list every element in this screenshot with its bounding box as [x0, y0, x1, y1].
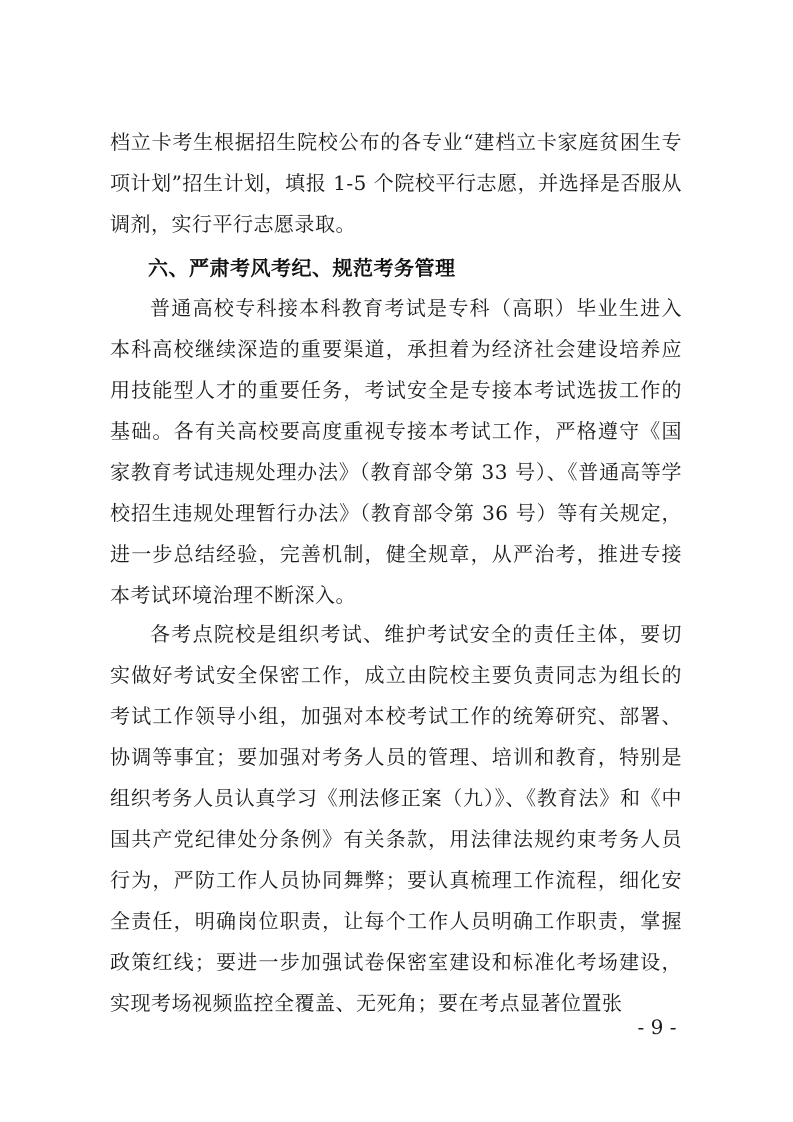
- body-paragraph-1: 档立卡考生根据招生院校公布的各专业“建档立卡家庭贫困生专项计划”招生计划，填报 1-5 个院校平行志愿，并选择是否服从调剂，实行平行志愿录取。: [110, 130, 682, 236]
- section-heading: 六、严肃考风考纪、规范考务管理: [148, 256, 456, 280]
- page-number: - 9 -: [637, 1015, 677, 1039]
- body-paragraph-3: 各考点院校是组织考试、维护考试安全的责任主体，要切实做好考试安全保密工作，成立由院校主要负责同志为组长的考试工作领导小组，加强对本校考试工作的统筹研究、部署、协调等事宜；要加强对考务人员的管理、培训和教育，特别是组织考务人员认真学习《刑法修正案（九）》、《教育法》和《中国共产党纪律处分条例》有关条款，用法律法规约束考务人员行为，严防工作人员协同舞弊；要认真梳理工作流程，细化安全责任，明确岗位职责，让每个工作人员明确工作职责，掌握政策红线；要进一步加强试卷保密室建设和标准化考场建设，实现考场视频监控全覆盖、无死角；要在考点显著位置张: [110, 622, 682, 1015]
- body-paragraph-2: 普通高校专科接本科教育考试是专科（高职）毕业生进入本科高校继续深造的重要渠道，承担着为经济社会建设培养应用技能型人才的重要任务，考试安全是专接本考试选拔工作的基础。各有关高校要高度重视专接本考试工作，严格遵守《国家教育考试违规处理办法》（教育部令第 33 号）、《普通高等学校招生违规处理暂行办法》（教育部令第 36 号）等有关规定，进一步总结经验，完善机制，健全规章，从严治考，推进专接本考试环境治理不断深入。: [110, 296, 682, 607]
